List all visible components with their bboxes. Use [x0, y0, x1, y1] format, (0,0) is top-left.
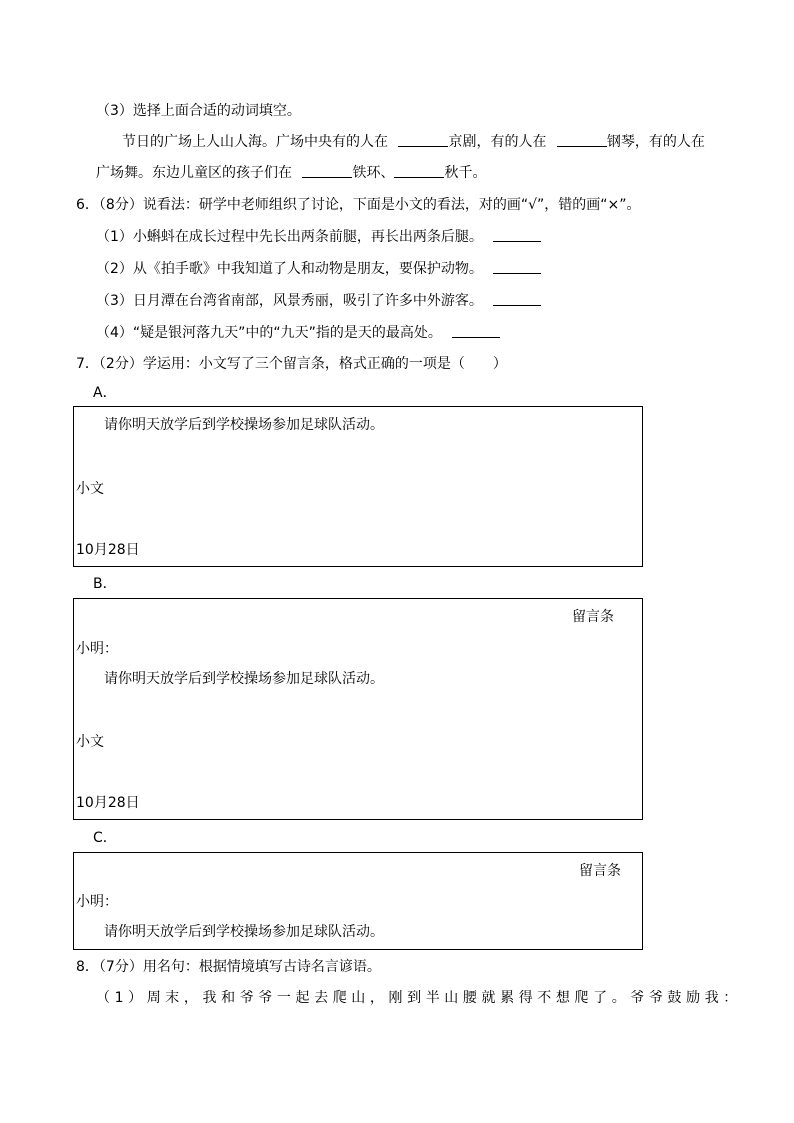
q6-item-text: （3）日月潭在台湾省南部，风景秀丽，吸引了许多中外游客。 [96, 293, 483, 309]
q6-item-1 [96, 227, 541, 247]
note-date: 10月28日 [76, 795, 140, 811]
q6-item-3 [96, 291, 541, 311]
q6-item-text: （2）从《拍手歌》中我知道了人和动物是朋友，要保护动物。 [96, 261, 483, 277]
note-heading: 留言条 [579, 863, 621, 879]
q8-item-1: （1）周末，我和爷爷一起去爬山，刚到半山腰就累得不想爬了。爷爷鼓励我： [96, 990, 742, 1006]
q5-3-text-1: 节日的广场上人山人海。广场中央有的人在 [122, 134, 388, 150]
note-body: 请你明天放学后到学校操场参加足球队活动。 [104, 671, 384, 687]
note-body: 请你明天放学后到学校操场参加足球队活动。 [104, 417, 384, 433]
note-signature: 小文 [76, 734, 104, 750]
answer-blank[interactable] [452, 323, 500, 338]
q7-option-b-label[interactable]: B． [93, 576, 117, 592]
q8-title: 8．（7分）用名句：根据情境填写古诗名言谚语。 [76, 959, 381, 975]
answer-blank[interactable] [302, 163, 352, 178]
q7-option-c-note[interactable] [73, 852, 643, 950]
answer-blank[interactable] [493, 259, 541, 274]
answer-blank[interactable] [394, 163, 444, 178]
q6-title: 6．（8分）说看法：研学中老师组织了讨论，下面是小文的看法，对的画“√”，错的画“×”。 [76, 197, 641, 213]
note-body: 请你明天放学后到学校操场参加足球队活动。 [104, 924, 384, 940]
q7-option-b-note[interactable] [73, 598, 643, 820]
q6-item-text: （1）小蝌蚪在成长过程中先长出两条前腿，再长出两条后腿。 [96, 229, 483, 245]
answer-blank[interactable] [398, 132, 448, 147]
q5-3-paragraph-line1 [122, 132, 705, 152]
answer-blank[interactable] [493, 291, 541, 306]
note-salutation: 小明： [76, 641, 118, 657]
answer-blank[interactable] [557, 132, 607, 147]
q5-3-text-2: 京剧，有的人在 [448, 134, 547, 150]
note-salutation: 小明： [76, 894, 118, 910]
q6-item-text: （4）“疑是银河落九天”中的“九天”指的是天的最高处。 [96, 325, 442, 341]
answer-blank[interactable] [493, 227, 541, 242]
note-heading: 留言条 [572, 609, 614, 625]
q6-item-4 [96, 323, 500, 343]
q7-option-a-note[interactable] [73, 406, 643, 567]
q5-3-heading: （3）选择上面合适的动词填空。 [96, 103, 301, 119]
note-signature: 小文 [76, 481, 104, 497]
q5-3-paragraph-line2 [96, 163, 486, 183]
q7-title: 7．（2分）学运用：小文写了三个留言条，格式正确的一项是（ ） [76, 356, 507, 372]
q6-item-2 [96, 259, 541, 279]
note-date: 10月28日 [76, 542, 140, 558]
q5-3-text-3: 钢琴，有的人在 [606, 134, 705, 150]
q7-option-c-label[interactable]: C． [93, 830, 117, 846]
q5-3-text-5: 铁环、 [352, 165, 395, 181]
q5-3-text-6: 秋千。 [444, 165, 487, 181]
q7-option-a-label[interactable]: A． [93, 385, 117, 401]
q5-3-text-4: 广场舞。东边儿童区的孩子们在 [96, 165, 292, 181]
